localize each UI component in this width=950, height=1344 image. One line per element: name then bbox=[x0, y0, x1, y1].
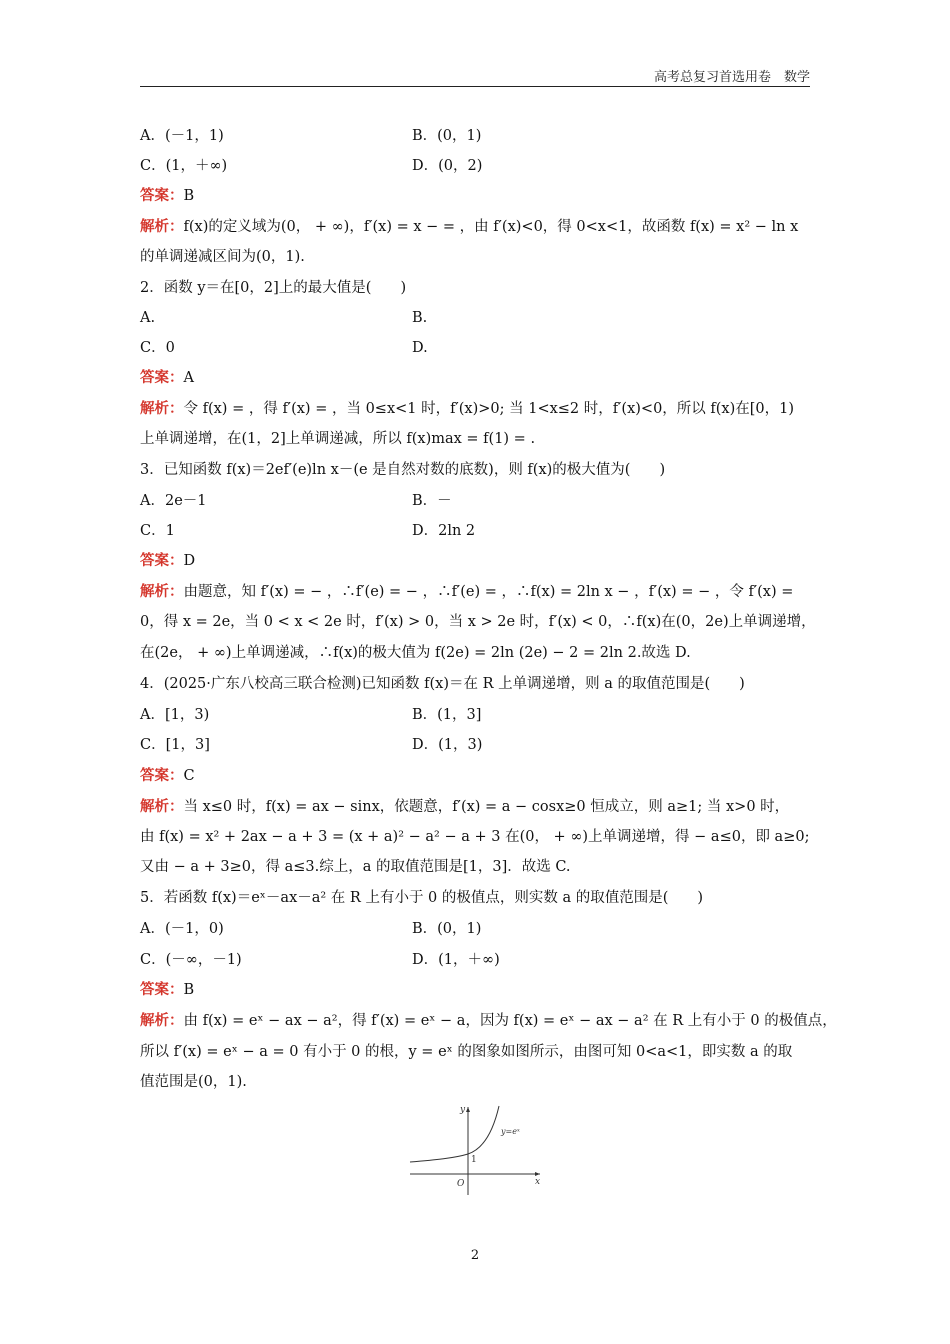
answer-line bbox=[140, 980, 810, 1000]
exponential-graph bbox=[405, 1102, 545, 1197]
option-a: A．2e－1 bbox=[140, 493, 207, 509]
page-number: 2 bbox=[470, 1248, 480, 1263]
analysis-text: f(x)的定义域为(0， + ∞)，f′(x) = x − = ，由 f′(x)<0，得 0<x<1，故函数 f(x) = x² − ln x bbox=[183, 219, 799, 235]
analysis-label: 解析： bbox=[140, 1013, 184, 1029]
analysis-label: 解析： bbox=[140, 799, 184, 815]
intercept-label: 1 bbox=[471, 1155, 477, 1165]
analysis-text-line: 值范围是(0，1). bbox=[140, 1074, 247, 1090]
analysis-label: 解析： bbox=[140, 401, 184, 417]
analysis-line bbox=[140, 582, 810, 602]
header-title: 高考总复习首选用卷 数学 bbox=[653, 70, 810, 85]
question-3: 3．已知函数 f(x)＝2ef′(e)ln x－(e 是自然对数的底数)，则 f(x)的极大值为( ) bbox=[140, 462, 666, 478]
option-a: A．[1，3) bbox=[140, 707, 210, 723]
analysis-line bbox=[140, 1011, 837, 1031]
option-b: B. bbox=[412, 310, 428, 326]
option-c: C．0 bbox=[140, 340, 175, 356]
analysis-line bbox=[140, 217, 810, 237]
answer-label: 答案： bbox=[140, 768, 184, 784]
x-axis-arrow bbox=[535, 1172, 540, 1176]
answer-label: 答案： bbox=[140, 188, 184, 204]
analysis-text-line: 的单调递减区间为(0，1). bbox=[140, 249, 305, 265]
answer-label: 答案： bbox=[140, 982, 184, 998]
question-2: 2．函数 y＝在[0，2]上的最大值是( ) bbox=[140, 280, 407, 296]
analysis-text: 令 f(x) = ，得 f′(x) = ，当 0≤x<1 时，f′(x)>0; 当 1<x≤2 时，f′(x)<0，所以 f(x)在[0，1) bbox=[183, 401, 795, 417]
analysis-text-line: 上单调递增，在(1，2]上单调递减，所以 f(x)max = f(1) = . bbox=[140, 431, 536, 447]
question-5: 5．若函数 f(x)＝eˣ－ax－a² 在 R 上有小于 0 的极值点，则实数 a 的取值范围是( ) bbox=[140, 890, 704, 906]
analysis-text: 由 f(x) = eˣ − ax − a²，得 f′(x) = eˣ − a，因为 f(x) = eˣ − ax − a² 在 R 上有小于 0 的极值点， bbox=[183, 1013, 837, 1029]
y-axis-arrow bbox=[466, 1107, 470, 1112]
y-axis-label: y bbox=[460, 1105, 466, 1115]
option-c: C．(1，＋∞) bbox=[140, 158, 228, 174]
answer-value: C bbox=[183, 768, 195, 784]
option-d: D．(0，2) bbox=[412, 158, 483, 174]
option-a: A．(－1，1) bbox=[140, 128, 224, 144]
option-a: A. bbox=[140, 310, 156, 326]
analysis-label: 解析： bbox=[140, 219, 184, 235]
page-header bbox=[140, 66, 810, 87]
question-4: 4．(2025·广东八校高三联合检测)已知函数 f(x)＝在 R 上单调递增，则 a 的取值范围是( ) bbox=[140, 676, 745, 692]
analysis-text-line: 在(2e， + ∞)上单调递减，∴f(x)的极大值为 f(2e) = 2ln (2e) − 2 = 2ln 2.故选 D. bbox=[140, 645, 691, 661]
option-b: B．(0，1) bbox=[412, 921, 482, 937]
answer-line bbox=[140, 766, 810, 786]
analysis-text-line: 又由 − a + 3≥0，得 a≤3.综上，a 的取值范围是[1，3]．故选 C. bbox=[140, 859, 571, 875]
option-d: D. bbox=[412, 340, 428, 356]
answer-value: A bbox=[183, 370, 194, 386]
option-c: C．[1，3] bbox=[140, 737, 210, 753]
answer-value: D bbox=[183, 553, 196, 569]
option-d: D．(1，＋∞) bbox=[412, 952, 500, 968]
analysis-label: 解析： bbox=[140, 584, 184, 600]
answer-line bbox=[140, 551, 810, 571]
option-b: B．(1，3] bbox=[412, 707, 482, 723]
analysis-text-line: 0，得 x = 2e，当 0 < x < 2e 时，f′(x) > 0，当 x > 2e 时，f′(x) < 0，∴f(x)在(0，2e)上单调递增， bbox=[140, 614, 816, 630]
curve-label: y=eˣ bbox=[501, 1127, 520, 1136]
option-d: D．(1，3) bbox=[412, 737, 483, 753]
option-d: D．2ln 2 bbox=[412, 523, 476, 539]
analysis-text-line: 所以 f′(x) = eˣ − a = 0 有小于 0 的根，y = eˣ 的图象如图所示，由图可知 0<a<1，即实数 a 的取 bbox=[140, 1044, 793, 1060]
option-b: B．(0，1) bbox=[412, 128, 482, 144]
answer-label: 答案： bbox=[140, 370, 184, 386]
origin-label: O bbox=[457, 1179, 465, 1189]
exp-curve bbox=[410, 1106, 499, 1162]
answer-value: B bbox=[183, 982, 195, 998]
option-a: A．(－1，0) bbox=[140, 921, 224, 937]
analysis-text: 当 x≤0 时，f(x) = ax − sinx，依题意，f′(x) = a − cosx≥0 恒成立，则 a≥1; 当 x>0 时， bbox=[183, 799, 790, 815]
option-c: C．1 bbox=[140, 523, 175, 539]
answer-value: B bbox=[183, 188, 195, 204]
answer-label: 答案： bbox=[140, 553, 184, 569]
analysis-line bbox=[140, 797, 810, 817]
answer-line bbox=[140, 186, 810, 206]
answer-line bbox=[140, 368, 810, 388]
x-axis-label: x bbox=[535, 1177, 541, 1187]
option-c: C．(－∞，－1) bbox=[140, 952, 242, 968]
analysis-line bbox=[140, 399, 810, 419]
option-b: B．－ bbox=[412, 493, 452, 509]
analysis-text-line: 由 f(x) = x² + 2ax − a + 3 = (x + a)² − a² − a + 3 在(0， + ∞)上单调递增，得 − a≤0，即 a≥0; bbox=[140, 829, 810, 845]
analysis-text: 由题意，知 f′(x) = − ，∴f′(e) = − ，∴f′(e) = ，∴f(x) = 2ln x − ，f′(x) = − ，令 f′(x) = bbox=[183, 584, 794, 600]
